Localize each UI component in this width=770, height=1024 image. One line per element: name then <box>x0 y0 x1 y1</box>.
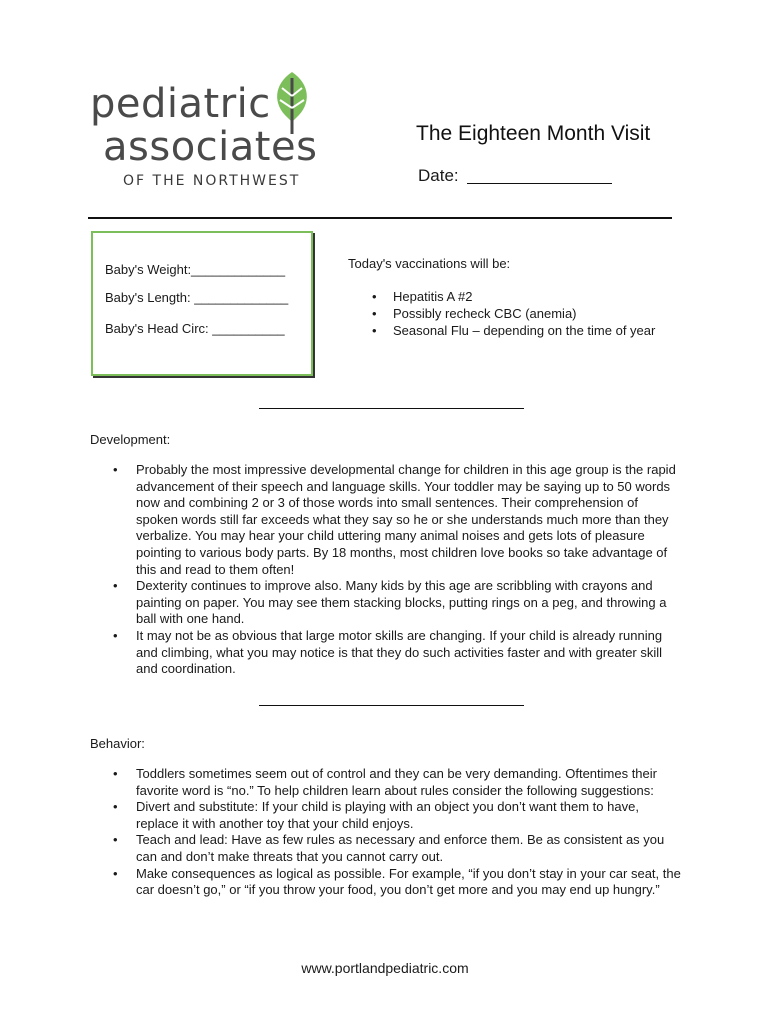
list-item-text: Probably the most impressive developmental change for children in this age group is the rapid advancement of their speech and language skills. Your toddler may be saying up to 50 words now and combining 2 or 3 of those words into small sentences. Their comprehension of spoken words still far exceeds what they say so he or she understands much more than they verbalize. You may hear your child uttering many animal noises and gets lots of pleasure pointing to various body parts. By 18 months, most children love books so take advantage of this and read to them often! <box>136 462 676 577</box>
section-divider <box>259 408 524 409</box>
logo-wordmark-associates: associates <box>103 124 318 170</box>
bullet-icon: • <box>113 832 118 848</box>
bullet-icon: • <box>113 627 118 643</box>
header-divider <box>88 217 672 219</box>
list-item-text: Divert and substitute: If your child is playing with an object you don’t want them to have, replace it with another toy that your child enjoys. <box>136 799 639 831</box>
list-item <box>372 322 655 339</box>
behavior-list <box>113 766 683 899</box>
list-item <box>113 832 683 865</box>
list-item-text: Dexterity continues to improve also. Many kids by this age are scribbling with crayons and painting on paper. You may see them stacking blocks, putting rings on a peg, and throwing a ball with one hand. <box>136 578 667 627</box>
list-item <box>372 288 655 305</box>
page-title: The Eighteen Month Visit <box>416 122 651 145</box>
logo-tagline: OF THE NORTHWEST <box>123 173 301 189</box>
list-item <box>113 462 683 578</box>
list-item <box>113 866 683 899</box>
vaccinations-heading: Today's vaccinations will be: <box>348 256 511 271</box>
list-item-text: Hepatitis A #2 <box>393 289 473 304</box>
list-item <box>113 799 683 832</box>
measurements-box <box>91 231 313 376</box>
list-item-text: Teach and lead: Have as few rules as necessary and enforce them. Be as consistent as you can and don’t make threats that you cannot carry out. <box>136 832 665 864</box>
list-item <box>372 305 655 322</box>
list-item-text: It may not be as obvious that large motor skills are changing. If your child is already running and climbing, what you may notice is that they do such activities faster and with greater skill and coordination. <box>136 627 663 677</box>
bullet-icon: • <box>113 766 118 781</box>
logo-wordmark-pediatric: pediatric <box>90 81 271 127</box>
section-divider <box>259 705 524 706</box>
development-list <box>113 462 683 678</box>
list-item-text: Make consequences as logical as possible. For example, “if you don’t stay in your car seat, the car doesn’t go,” or “if you throw your food, you don’t get more and you may end up hungry.” <box>136 865 681 898</box>
bullet-icon: • <box>113 578 118 594</box>
development-heading: Development: <box>90 432 171 447</box>
leaf-icon <box>268 70 316 136</box>
list-item-text: Toddlers sometimes seem out of control and they can be very demanding. Oftentimes their favorite word is “no.” To help children learn about rules consider the following suggestions: <box>136 766 657 798</box>
bullet-icon: • <box>372 323 377 338</box>
baby-length-field: Baby's Length: _____________ <box>105 290 289 305</box>
date-blank-line <box>467 183 612 184</box>
list-item-text: Seasonal Flu – depending on the time of year <box>393 323 656 338</box>
bullet-icon: • <box>372 289 377 304</box>
date-label: Date: <box>418 166 459 185</box>
baby-weight-field: Baby's Weight:_____________ <box>105 262 286 277</box>
bullet-icon: • <box>372 306 377 321</box>
bullet-icon: • <box>113 865 118 881</box>
list-item <box>113 628 683 678</box>
bullet-icon: • <box>113 462 118 477</box>
baby-head-circ-field: Baby's Head Circ: __________ <box>105 321 285 336</box>
list-item-text: Possibly recheck CBC (anemia) <box>393 306 577 321</box>
footer-website-url: www.portlandpediatric.com <box>301 960 469 976</box>
list-item <box>113 578 683 628</box>
behavior-heading: Behavior: <box>90 736 145 751</box>
vaccinations-list <box>372 288 655 339</box>
bullet-icon: • <box>113 799 118 815</box>
list-item <box>113 766 683 799</box>
